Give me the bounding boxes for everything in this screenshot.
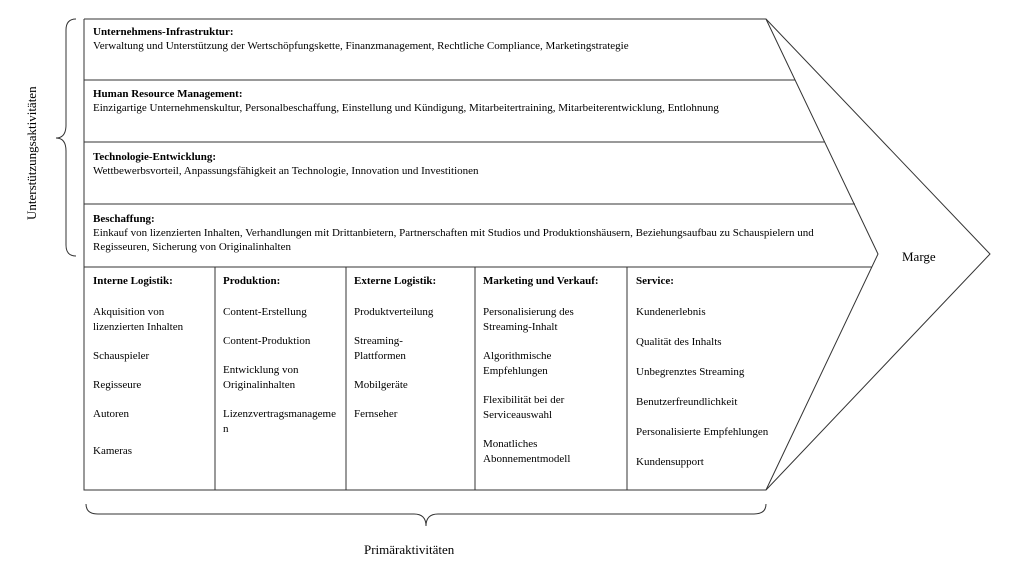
primary-item: Schauspieler [93,350,150,362]
primary-item: Content-Erstellung [223,306,307,318]
primary-item: Lizenzvertragsmanagemen [223,408,336,435]
support-row-text: Einkauf von lizenzierten Inhalten, Verhandlungen mit Drittanbietern, Partnerschaften mit Studios und Produktionshäusern, Beziehungsaufbau zu Schauspielern und Regisseuren, Sicherung von Originalinhalten [93,227,814,253]
primary-item: Regisseure [93,379,142,391]
primary-item: Kundenerlebnis [636,306,706,318]
primary-item: Produktverteilung [354,306,434,318]
support-row-technology [93,150,813,178]
primary-column-title: Interne Logistik: [93,275,173,287]
primary-item: Qualität des Inhalts [636,336,722,348]
support-row-title: Beschaffung: [93,213,155,225]
primary-item: Akquisition von lizenzierten Inhalten [93,306,184,333]
primary-item: Personalisierung des Streaming-Inhalt [483,306,574,333]
support-row-title: Human Resource Management: [93,88,243,100]
primary-brace [86,504,766,526]
primary-column-title: Marketing und Verkauf: [483,275,599,287]
primary-column-inbound-logistics [93,274,208,459]
primary-item: Autoren [93,408,130,420]
primary-column-title: Externe Logistik: [354,275,437,287]
primary-item: Kameras [93,445,133,457]
primary-activities-label: Primäraktivitäten [364,542,455,557]
primary-column-service [636,274,801,470]
primary-item: Fernseher [354,408,398,420]
primary-item: Streaming-Plattformen [354,335,406,362]
margin-label: Marge [902,249,936,264]
primary-item: Mobilgeräte [354,379,408,391]
support-brace [56,19,76,256]
primary-item: Flexibilität bei der Serviceauswahl [483,394,565,421]
primary-item: Unbegrenztes Streaming [636,366,745,378]
primary-item: Algorithmische Empfehlungen [483,350,552,377]
support-row-procurement [93,212,843,254]
support-row-text: Wettbewerbsvorteil, Anpassungsfähigkeit an Technologie, Innovation und Investitionen [93,165,479,177]
support-activities-label: Unterstützungsaktivitäten [24,86,39,220]
support-row-title: Technologie-Entwicklung: [93,151,217,163]
primary-column-marketing-sales [483,274,608,467]
primary-item: Kundensupport [636,456,704,468]
primary-column-title: Service: [636,275,674,287]
support-row-title: Unternehmens-Infrastruktur: [93,26,234,38]
primary-item: Benutzerfreundlichkeit [636,396,738,408]
primary-column-outbound-logistics [354,274,454,422]
primary-item: Monatliches Abonnementmodell [483,438,571,465]
primary-item: Personalisierte Empfehlungen [636,426,769,438]
primary-column-operations [223,274,341,437]
primary-item: Entwicklung von Originalinhalten [223,364,299,391]
support-row-text: Verwaltung und Unterstützung der Wertschöpfungskette, Finanzmanagement, Rechtliche Compliance, Marketingstrategie [93,40,629,52]
primary-column-title: Produktion: [223,275,281,287]
primary-item: Content-Produktion [223,335,311,347]
support-row-hrm [93,87,793,115]
support-row-infrastructure [93,25,773,53]
support-row-text: Einzigartige Unternehmenskultur, Personalbeschaffung, Einstellung und Kündigung, Mitarbeitertraining, Mitarbeiterentwicklung, Entlohnung [93,102,719,114]
